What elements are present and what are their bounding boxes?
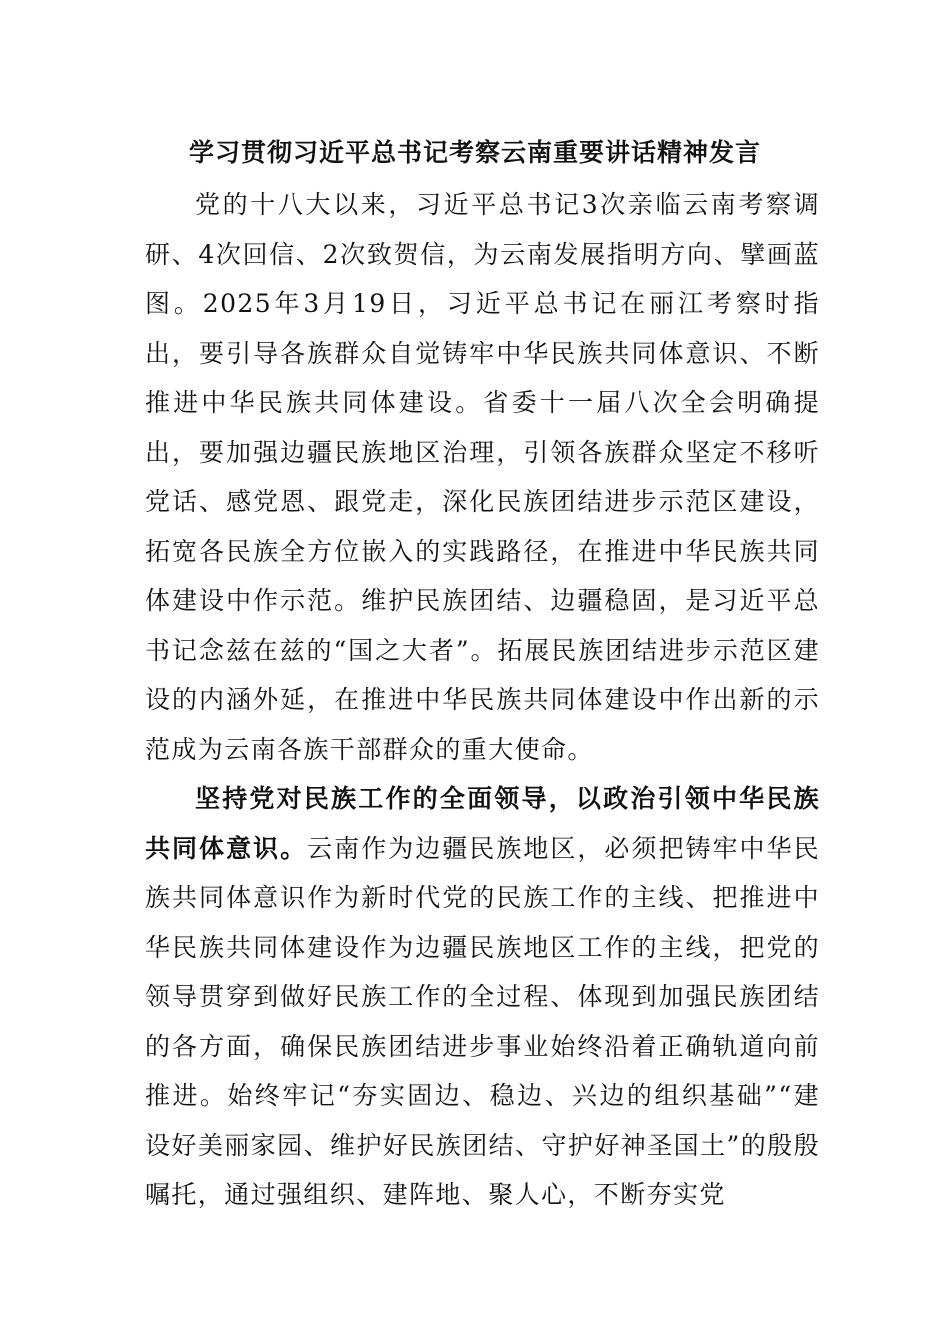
- document-title: 学习贯彻习近平总书记考察云南重要讲话精神发言: [188, 138, 761, 167]
- paragraph-lead-heading: 坚持党对民族工作的全面领导，以政治引领中华民族共同体意识。: [145, 784, 820, 863]
- paragraph-text: 云南作为边疆民族地区，必须把铸牢中华民族共同体意识作为新时代党的民族工作的主线、把推进中华民族共同体建设作为边疆民族地区工作的主线，把党的领导贯穿到做好民族工作的全过程、体现到加强民族团结的各方面，确保民族团结进步事业始终沿着正确轨道向前推进。始终牢记“夯实固边、稳边、兴边的组织基础”“建设好美丽家园、维护好民族团结、守护好神圣国土”的殷殷嘱托，通过强组织、建阵地、聚人心，不断夯实党: [145, 833, 820, 1209]
- document-body: [145, 180, 820, 1220]
- paragraph-text: 党的十八大以来，习近平总书记3次亲临云南考察调研、4次回信、2次致贺信，为云南发展指明方向、擘画蓝图。2025年3月19日，习近平总书记在丽江考察时指出，要引导各族群众自觉铸牢中华民族共同体意识、不断推进中华民族共同体建设。省委十一届八次全会明确提出，要加强边疆民族地区治理，引领各族群众坚定不移听党话、感党恩、跟党走，深化民族团结进步示范区建设，拓宽各民族全方位嵌入的实践路径，在推进中华民族共同体建设中作示范。维护民族团结、边疆稳固，是习近平总书记念兹在兹的“国之大者”。拓展民族团结进步示范区建设的内涵外延，在推进中华民族共同体建设中作出新的示范成为云南各族干部群众的重大使命。: [145, 190, 820, 764]
- paragraph-intro: [145, 180, 820, 774]
- paragraph-leadership: [145, 774, 820, 1220]
